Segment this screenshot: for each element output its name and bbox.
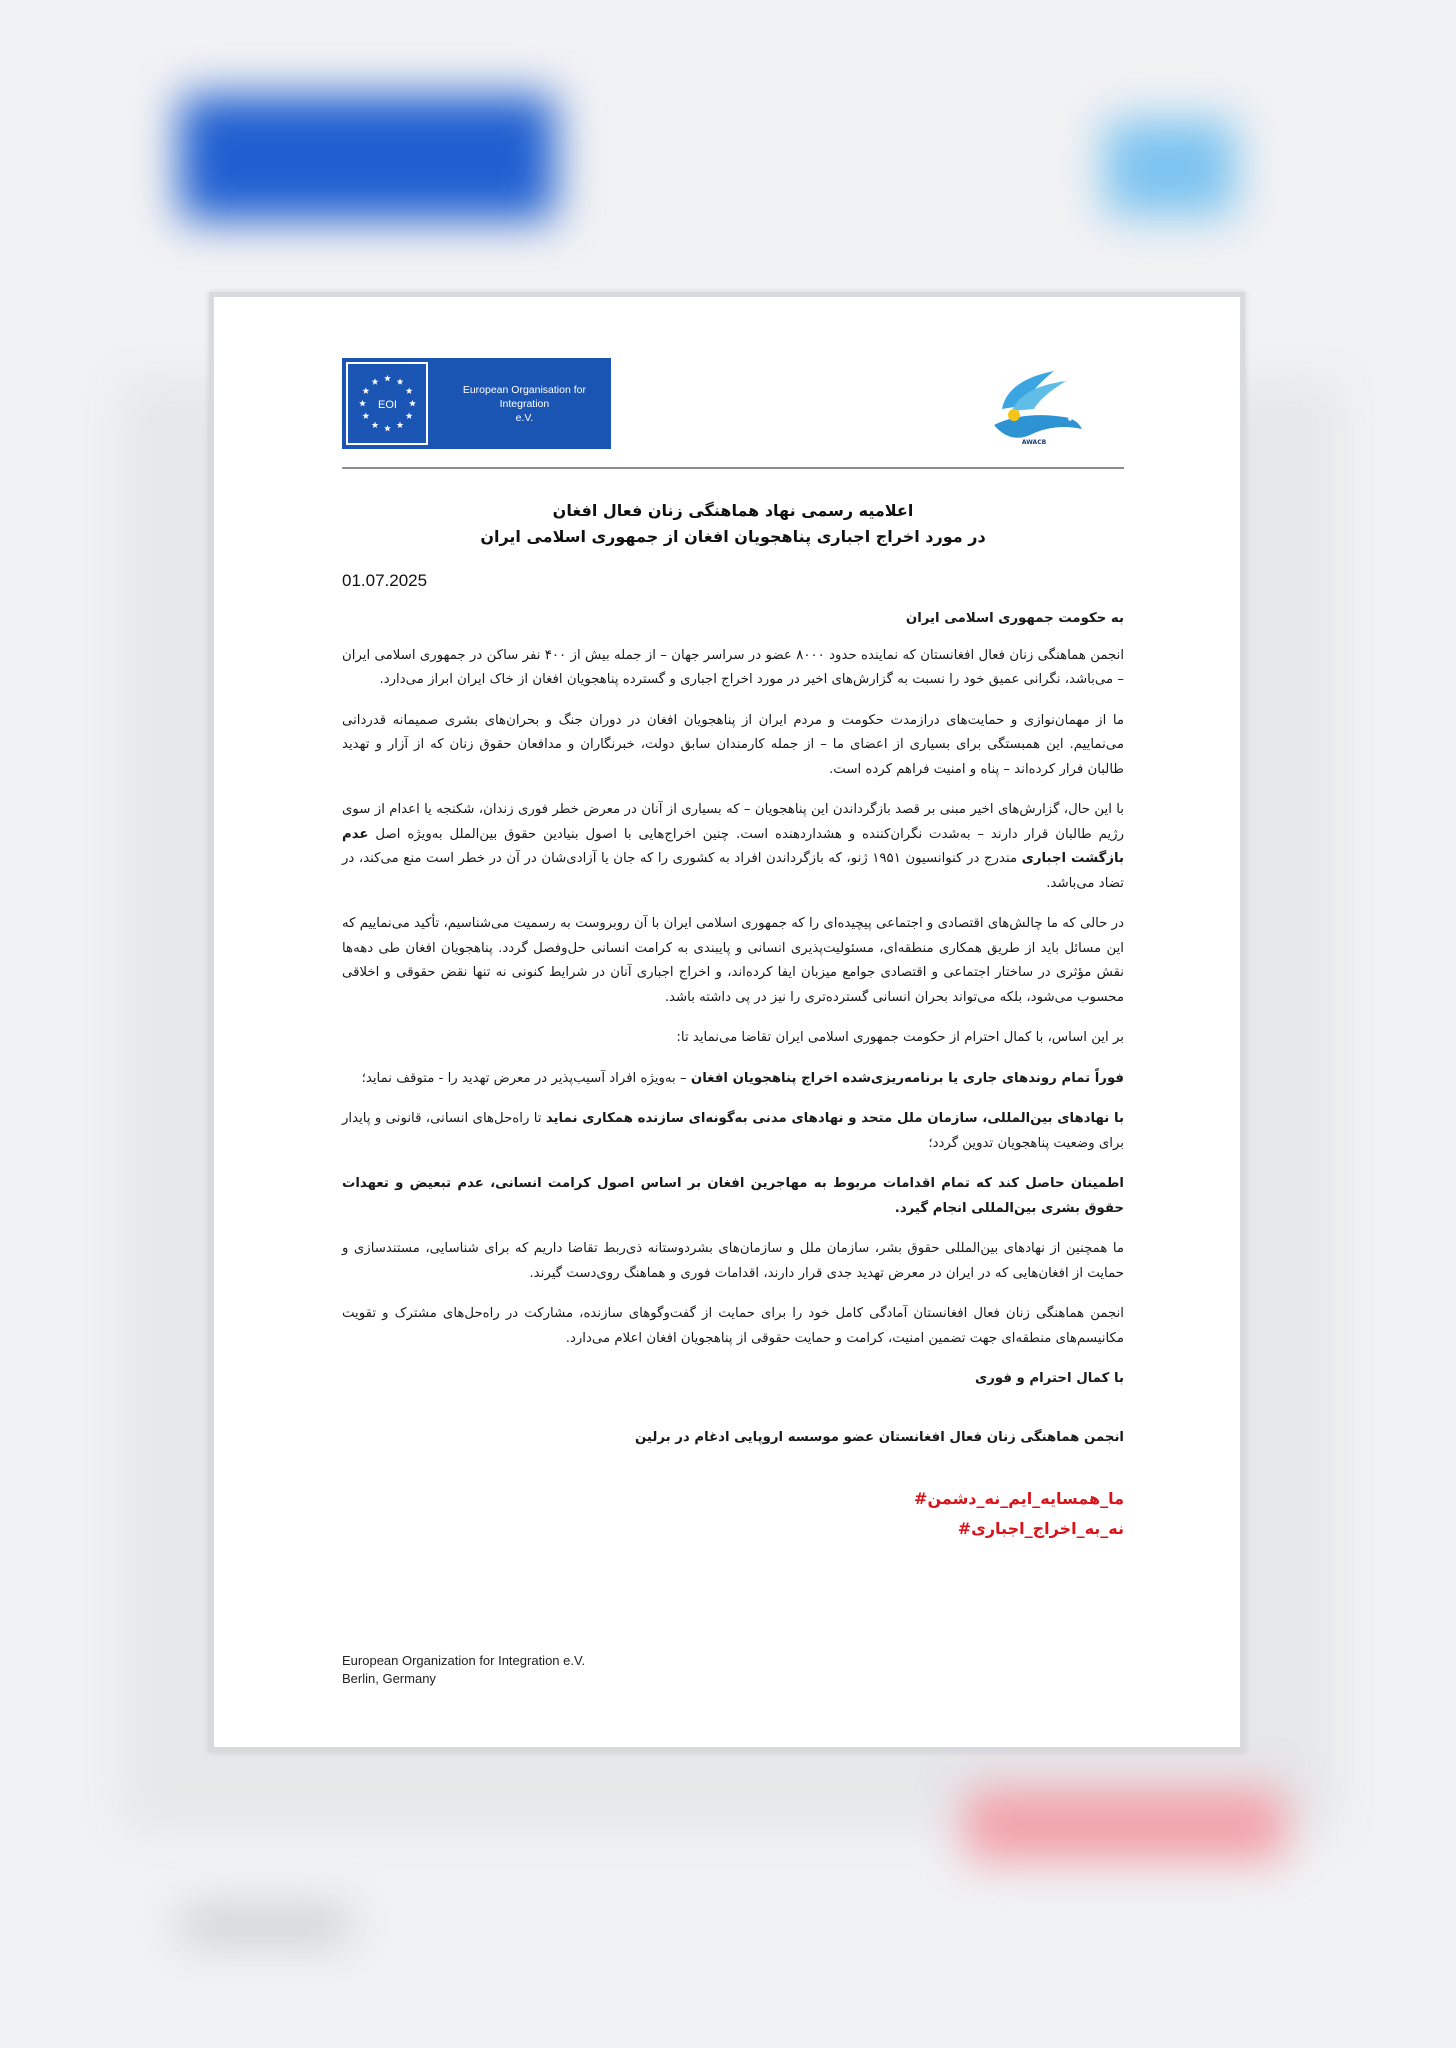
header-divider xyxy=(342,467,1124,469)
eu-stars-icon xyxy=(346,362,428,445)
request-item-3: اطمینان حاصل کند که تمام اقدامات مربوط به مهاجرین افغان بر اساس اصول کرامت انسانی، عدم تبعیض و تعهدات حقوق بشری بین‌المللی انجام گیرد. xyxy=(342,1176,1124,1216)
document-date: 01.07.2025 xyxy=(342,571,428,590)
letter-body xyxy=(342,607,1124,1544)
blurred-eoi-logo xyxy=(180,95,555,220)
blurred-hashtags xyxy=(965,1790,1285,1860)
paragraph-challenges: در حالی که ما چالش‌های اقتصادی و اجتماعی پیچیده‌ای را که جمهوری اسلامی ایران با آن روبروست به رسمیت می‌شناسیم، تأکید می‌نماییم که این مسائل باید از طریق همکاری منطقه‌ای، مسئولیت‌پذیری انسانی و پایبندی به کرامت انسانی حل‌وفصل گردد. پناهجویان افغان طی دهه‌ها نقش مؤثری در ساختار اجتماعی و اقتصادی جوامع میزبان ایفا کرده‌اند، و اخراج اجباری آنان در شرایط کنونی نه تنها نقض حقوقی و اخلاقی محسوب می‌شود، بلکه می‌تواند بحران انسانی گسترده‌تری را نیز در پی داشته باشد. xyxy=(342,916,1124,1005)
addressee: به حکومت جمهوری اسلامی ایران xyxy=(905,611,1124,626)
document-title xyxy=(342,498,1124,550)
hashtag-2[interactable]: نه_به_اخراج_اجباری# xyxy=(957,1519,1124,1538)
paragraph-intro: انجمن هماهنگی زنان فعال افغانستان که نماینده حدود ۸۰۰۰ عضو در سراسر جهان – از جمله بیش از ۴۰۰ نفر ساکن در جمهوری اسلامی ایران – می‌باشد، نگرانی عمیق خود را نسبت به گزارش‌های اخیر در مورد اخراج اجباری و گسترده پناهجویان افغان از خاک ایران ابراز می‌دارد. xyxy=(342,647,1125,687)
blurred-footer xyxy=(180,1910,350,1940)
eoi-logo-suffix: e.V. xyxy=(515,411,534,424)
footer-org-name: European Organization for Integration e.V. xyxy=(342,1653,586,1668)
paragraph-refoulement: با این حال، گزارش‌های اخیر مبنی بر قصد بازگرداندن این پناهجویان – که بسیاری از آنان در معرض خطر فوری زندان، شکنجه یا اعدام از سوی رژیم طالبان قرار دارند – به‌شدت نگران‌کننده و هشداردهنده است. چنین اخراج‌هایی با اصول بنیادین حقوق بین‌الملل به‌ویژه اصل عدم بازگشت اجباری مندرج در کنوانسیون ۱۹۵۱ ژنو، که بازگرداندن افراد به کشوری را که جان یا آزادی‌شان در آن در خطر است منع می‌کند، در تضاد می‌باشد. xyxy=(342,802,1124,891)
international-appeal: ما همچنین از نهادهای بین‌المللی حقوق بشر، سازمان ملل و سازمان‌های بشردوستانه ذی‌ربط تقاضا داریم که برای شناسایی، مستندسازی و حمایت از افغان‌هایی که در ایران در معرض تهدید جدی قرار دارند، اقدامات فوری و هماهنگ روی‌دست گیرند. xyxy=(342,1241,1124,1281)
salutation: با کمال احترام و فوری xyxy=(975,1371,1124,1386)
eoi-logo xyxy=(342,358,611,449)
request-item-2: با نهادهای بین‌المللی، سازمان ملل متحد و نهادهای مدنی به‌گونه‌ای سازنده همکاری نماید تا راه‌حل‌های انسانی، قانونی و پایدار برای وضعیت پناهجویان تدوین گردد؛ xyxy=(342,1111,1125,1151)
eu-star-icon xyxy=(406,387,413,394)
request-item-1: فوراً تمام روندهای جاری یا برنامه‌ریزی‌شده اخراج پناهجویان افغان – به‌ویژه افراد آسیب‌پذیر در معرض تهدید را - متوقف نماید؛ xyxy=(361,1070,1124,1086)
blurred-dove-logo xyxy=(1105,120,1235,215)
signature: انجمن هماهنگی زنان فعال افغانستان عضو موسسه اروپایی ادغام در برلین xyxy=(634,1429,1124,1445)
eu-star-icon xyxy=(372,422,379,429)
eu-star-icon xyxy=(359,400,366,407)
document-page xyxy=(209,292,1245,1752)
eu-star-icon xyxy=(397,422,404,429)
hashtag-1[interactable]: ما_همسایه_ایم_نه_دشمن# xyxy=(914,1489,1124,1508)
eu-star-icon xyxy=(409,400,416,407)
dove-logo-text: AWACB xyxy=(1021,439,1047,446)
dove-logo-icon xyxy=(984,369,1084,449)
eu-star-icon xyxy=(397,378,404,385)
eu-star-icon xyxy=(406,412,413,419)
title-line-1: اعلامیه رسمی نهاد هماهنگی زنان فعال افغان xyxy=(552,501,914,520)
eu-star-icon xyxy=(362,412,369,419)
eoi-logo-name: European Organisation for Integration xyxy=(462,383,586,410)
eoi-abbr: EOI xyxy=(378,399,397,411)
closing-paragraph: انجمن هماهنگی زنان فعال افغانستان آمادگی کامل خود را برای حمایت از گفت‌وگوهای سازنده، مشارکت در راه‌حل‌های مشترک و تقویت مکانیسم‌های منطقه‌ای جهت تضمین امنیت، کرامت و حمایت حقوقی از پناهجویان افغان اعلام می‌دارد. xyxy=(342,1306,1124,1346)
eu-star-icon xyxy=(384,425,391,432)
eu-star-icon xyxy=(384,375,391,382)
eu-star-icon xyxy=(372,378,379,385)
footer-location: Berlin, Germany xyxy=(342,1671,436,1686)
request-intro: بر این اساس، با کمال احترام از حکومت جمهوری اسلامی ایران تقاضا می‌نماید تا: xyxy=(676,1030,1124,1045)
paragraph-gratitude: ما از مهمان‌نوازی و حمایت‌های درازمدت حکومت و مردم ایران از پناهجویان افغان در دوران جنگ و بحران‌های بشری صمیمانه قدردانی می‌نماییم. این همبستگی برای بسیاری از اعضای ما – از جمله کارمندان سابق دولت، خبرنگاران و مدافعان حقوق زنان که از آزار و تهدید طالبان فرار کرده‌اند – پناه و امنیت فراهم کرده است. xyxy=(342,712,1124,777)
eu-star-icon xyxy=(362,387,369,394)
document-footer xyxy=(342,1652,585,1688)
title-line-2: در مورد اخراج اجباری پناهجویان افغان از جمهوری اسلامی ایران xyxy=(480,527,986,546)
